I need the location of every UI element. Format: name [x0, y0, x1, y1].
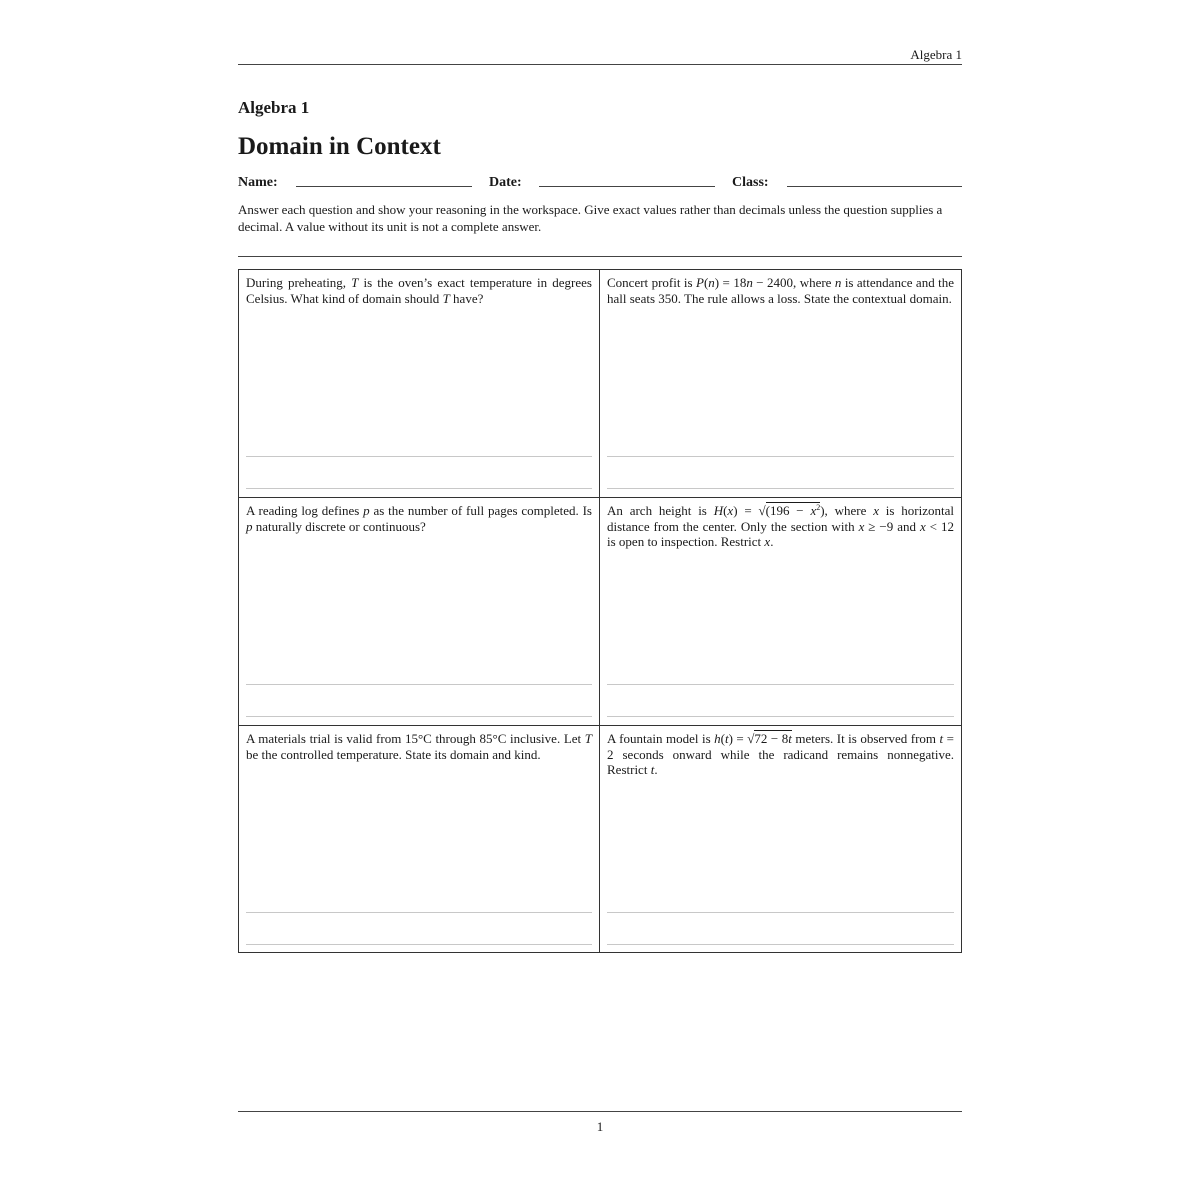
answer-line[interactable] — [607, 684, 954, 685]
answer-line[interactable] — [607, 716, 954, 717]
problem-box-1 — [239, 270, 600, 498]
instructions: Answer each question and show your reasoning in the workspace. Give exact values rather than decimals unless the question supplies a decimal. A value without its unit is not a complete answer. — [238, 202, 943, 234]
date-label: Date: — [489, 175, 522, 190]
problem-grid — [238, 269, 962, 953]
running-header-title: Algebra 1 — [910, 47, 962, 62]
answer-line[interactable] — [246, 912, 592, 913]
answer-line[interactable] — [246, 944, 592, 945]
answer-line[interactable] — [607, 456, 954, 457]
answer-line[interactable] — [246, 716, 592, 717]
problem-1-text: During preheating, T is the oven’s exact temperature in degrees Celsius. What kind of domain should T have? — [246, 275, 592, 306]
answer-line[interactable] — [607, 944, 954, 945]
problem-box-5 — [239, 726, 600, 952]
problem-box-2 — [600, 270, 961, 498]
answer-line[interactable] — [246, 456, 592, 457]
problem-4-text: An arch height is $H(x) = √(196 - x^2)$, where x is horizontal distance from the center. Only the section with x ≥ −9 and x < 12 is open to inspection. Restrict x. — [607, 503, 954, 549]
problem-box-4 — [600, 498, 961, 726]
answer-line[interactable] — [246, 488, 592, 489]
answer-line[interactable] — [607, 912, 954, 913]
problem-5-text: A materials trial is valid from 15°C through 85°C inclusive. Let T be the controlled temperature. State its domain and kind. — [246, 731, 592, 762]
footer-rule — [238, 1111, 962, 1112]
problem-2-text: Concert profit is P(n) = 18n − 2400, where n is attendance and the hall seats 350. The rule allows a loss. State the contextual domain. — [607, 275, 954, 306]
problem-box-3 — [239, 498, 600, 726]
class-blank[interactable] — [787, 186, 962, 187]
problem-6-text: A fountain model is h(t) = √72 − 8t meters. It is observed from t = 2 seconds onward while the radicand remains nonnegative. Restrict t. — [607, 731, 954, 777]
problem-3-text: A reading log defines p as the number of full pages completed. Is p naturally discrete or continuous? — [246, 503, 592, 534]
page-title: Domain in Context — [238, 133, 441, 160]
problem-box-6 — [600, 726, 961, 952]
name-blank[interactable] — [296, 186, 472, 187]
course-heading: Algebra 1 — [238, 98, 310, 117]
answer-line[interactable] — [246, 684, 592, 685]
header-rule — [238, 64, 962, 65]
name-label: Name: — [238, 175, 278, 190]
page-number: 1 — [596, 1119, 604, 1134]
date-blank[interactable] — [539, 186, 715, 187]
answer-line[interactable] — [607, 488, 954, 489]
instructions-rule — [238, 256, 962, 257]
class-label: Class: — [732, 175, 769, 190]
